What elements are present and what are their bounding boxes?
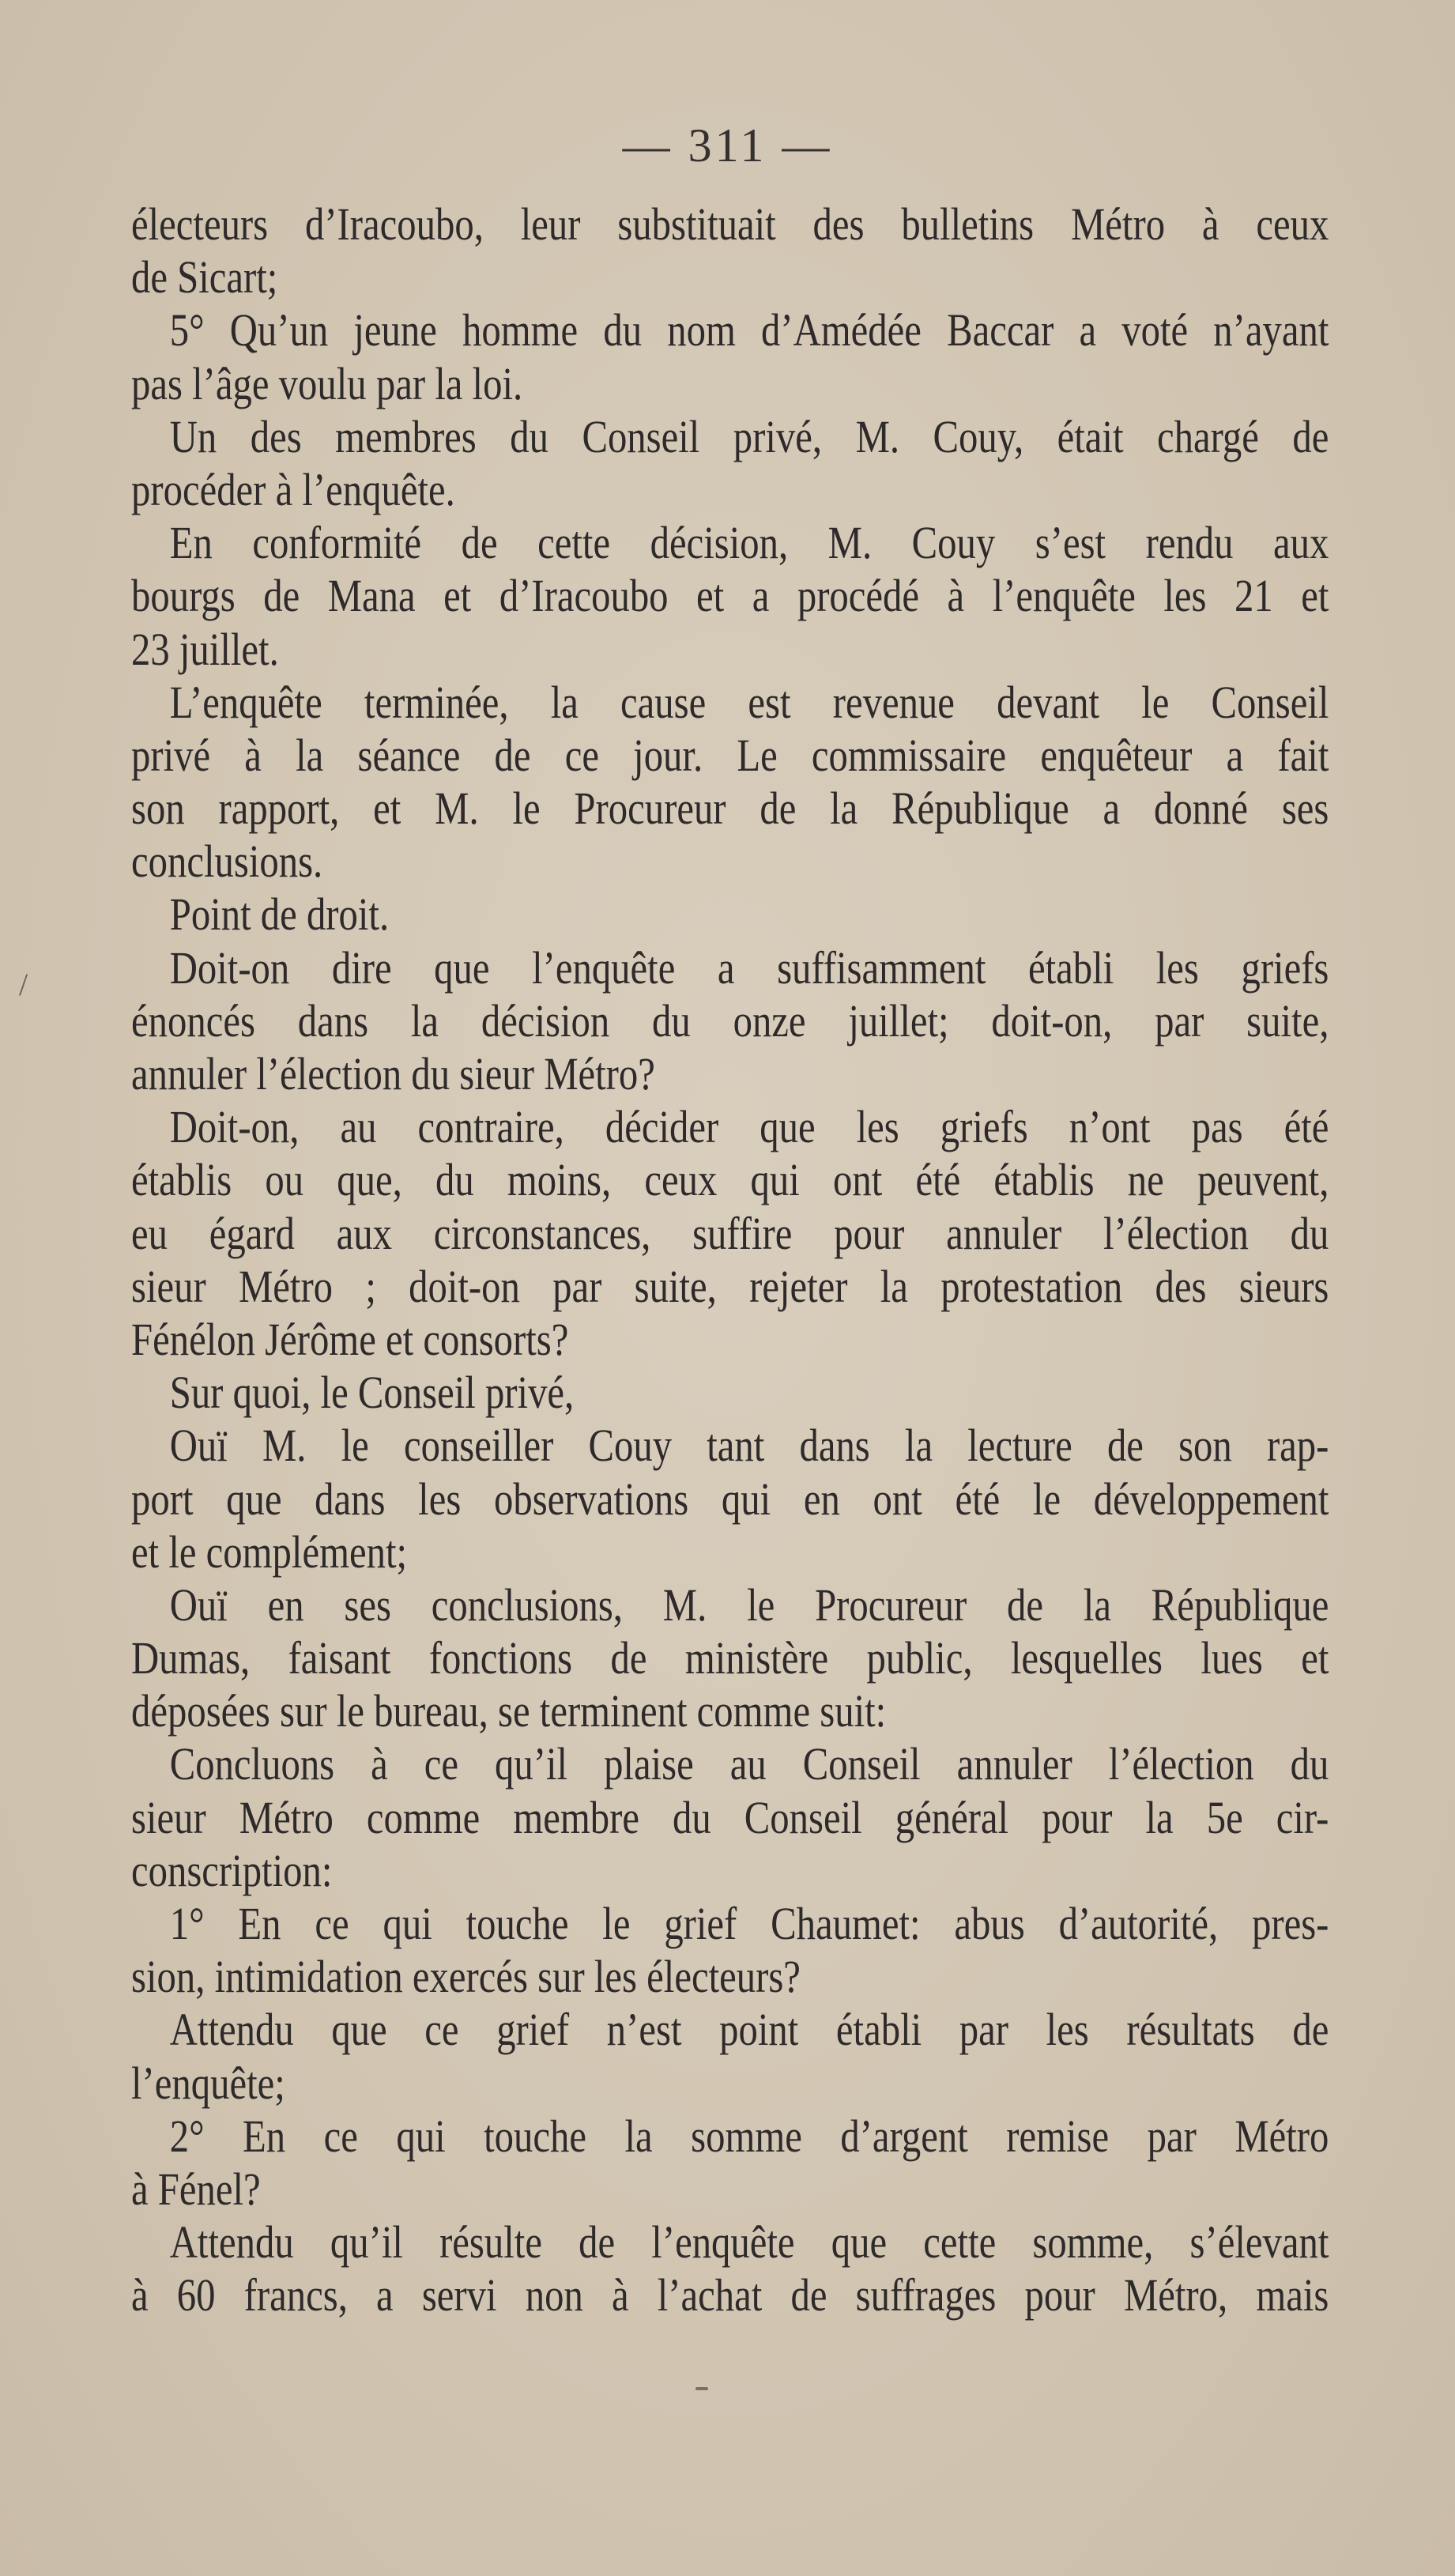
text-line: eu égard aux circonstances, suffire pour annuler l’élection du: [131, 1207, 1329, 1259]
margin-mark: /: [19, 967, 28, 1002]
text-line: L’enquête terminée, la cause est revenue devant le Conseil: [169, 676, 1329, 728]
text-line: Fénélon Jérôme et consorts?: [131, 1313, 569, 1365]
ink-mark: [695, 2387, 708, 2390]
text-line: sieur Métro ; doit-on par suite, rejeter la protestation des sieurs: [131, 1260, 1329, 1312]
text-line: port que dans les observations qui en ont été le développement: [131, 1473, 1329, 1525]
text-line: Doit-on dire que l’enquête a suffisamment établi les griefs: [169, 941, 1329, 994]
text-line: son rapport, et M. le Procureur de la République a donné ses: [131, 783, 1329, 835]
text-line: Un des membres du Conseil privé, M. Couy, était chargé de: [169, 410, 1329, 462]
text-line: à 60 francs, a servi non à l’achat de suffrages pour Métro, mais: [131, 2269, 1329, 2321]
text-line: conscription:: [131, 1844, 333, 1896]
text-line: électeurs d’Iracoubo, leur substituait des bulletins Métro à ceux: [131, 198, 1329, 250]
text-line: 2° En ce qui touche la somme d’argent remise par Métro: [169, 2110, 1329, 2162]
text-line: bourgs de Mana et d’Iracoubo et a procédé à l’enquête les 21 et: [131, 570, 1329, 622]
text-line: sion, intimidation exercés sur les électeurs?: [131, 1951, 801, 2003]
text-line: déposées sur le bureau, se terminent comme suit:: [131, 1685, 887, 1737]
text-line: conclusions.: [131, 835, 323, 888]
text-line: Ouï en ses conclusions, M. le Procureur de la République: [169, 1578, 1329, 1631]
text-line: de Sicart;: [131, 251, 278, 304]
text-line: Sur quoi, le Conseil privé,: [169, 1367, 575, 1419]
text-line: sieur Métro comme membre du Conseil général pour la 5e cir-: [131, 1791, 1329, 1843]
text-line: à Fénel?: [131, 2163, 261, 2215]
text-line: Point de droit.: [169, 888, 390, 941]
text-line: 5° Qu’un jeune homme du nom d’Amédée Baccar a voté n’ayant: [169, 304, 1329, 356]
page-number: — 311 —: [622, 119, 833, 172]
text-line: En conformité de cette décision, M. Couy s’est rendu aux: [169, 517, 1329, 569]
text-line: Attendu que ce grief n’est point établi par les résultats de: [169, 2004, 1329, 2056]
text-line: Dumas, faisant fonctions de ministère public, lesquelles lues et: [131, 1632, 1329, 1684]
text-line: pas l’âge voulu par la loi.: [131, 357, 523, 409]
text-line: établis ou que, du moins, ceux qui ont été établis ne peuvent,: [131, 1154, 1329, 1206]
text-line: Concluons à ce qu’il plaise au Conseil annuler l’élection du: [169, 1738, 1329, 1790]
body-text: [131, 198, 1329, 2322]
text-line: procéder à l’enquête.: [131, 463, 455, 515]
text-line: énoncés dans la décision du onze juillet; doit-on, par suite,: [131, 994, 1329, 1047]
text-line: 1° En ce qui touche le grief Chaumet: abus d’autorité, pres-: [169, 1898, 1329, 1949]
text-line: Attendu qu’il résulte de l’enquête que cette somme, s’élevant: [169, 2216, 1329, 2269]
text-line: l’enquête;: [131, 2057, 285, 2109]
text-line: Doit-on, au contraire, décider que les griefs n’ont pas été: [169, 1101, 1329, 1153]
text-line: et le complément;: [131, 1526, 408, 1578]
text-line: annuler l’élection du sieur Métro?: [131, 1048, 655, 1099]
text-line: 23 juillet.: [131, 623, 279, 675]
text-line: privé à la séance de ce jour. Le commissaire enquêteur a fait: [131, 729, 1329, 781]
text-line: Ouï M. le conseiller Couy tant dans la lecture de son rap-: [169, 1420, 1329, 1472]
